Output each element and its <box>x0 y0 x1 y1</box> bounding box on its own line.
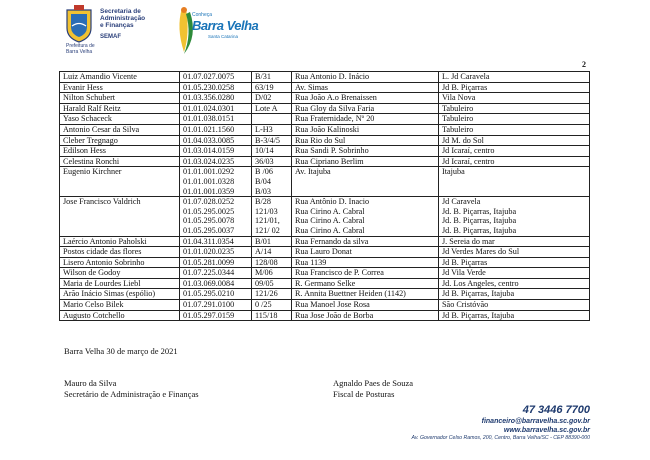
district-cell <box>439 156 590 167</box>
owner-name-cell <box>60 268 180 279</box>
cell-line: Rua João A.o Brenaissen <box>295 93 377 103</box>
cell-line: Jd Icaraí, centro <box>442 156 495 166</box>
street-cell <box>292 156 439 167</box>
cell-line: Celestina Ronchi <box>63 156 120 166</box>
district-cell <box>439 300 590 311</box>
cell-line: São Cristóvão <box>442 300 489 310</box>
cell-line: Rua Cipriano Berlim <box>295 156 364 166</box>
cell-line: Rua João Kalinoski <box>295 124 360 134</box>
registration-code-cell <box>180 247 252 258</box>
table-row <box>60 289 590 300</box>
cell-line: Vila Nova <box>442 93 476 103</box>
cell-line: 01.03.356.0280 <box>183 93 235 103</box>
lot-cell <box>252 82 292 93</box>
table-row <box>60 124 590 135</box>
cell-line: 01.01.001.0359 <box>183 186 235 196</box>
district-cell <box>439 103 590 114</box>
cell-line: Evanir Hess <box>63 82 103 92</box>
registration-code-cell <box>180 135 252 146</box>
district-cell <box>439 135 590 146</box>
lot-cell <box>252 310 292 321</box>
cell-line: Mario Celso Bilek <box>63 300 124 310</box>
registration-code-cell <box>180 167 252 197</box>
street-cell <box>292 72 439 83</box>
signature-fiscal: Agnaldo Paes de Souza Fiscal de Posturas <box>333 378 414 399</box>
owner-name-cell <box>60 278 180 289</box>
cell-line: B/01 <box>255 236 271 246</box>
cell-line: Jd. B. Piçarras, Itajuba <box>442 206 517 216</box>
cell-line <box>442 177 586 187</box>
table-row <box>60 156 590 167</box>
cell-line: L. Jd Caravela <box>442 72 490 81</box>
table-row <box>60 72 590 83</box>
street-cell <box>292 167 439 197</box>
table-row <box>60 135 590 146</box>
owner-name-cell <box>60 82 180 93</box>
cell-line: Wilson de Godoy <box>63 268 121 278</box>
district-cell <box>439 82 590 93</box>
street-cell <box>292 247 439 258</box>
conheca-barra-velha-logo: Conheça Barra Velha Santa Catarina <box>172 4 262 58</box>
district-cell <box>439 236 590 247</box>
lot-cell <box>252 197 292 236</box>
cell-line: Itajuba <box>442 167 465 177</box>
cell-line: Rua Fraternidade, Nº 20 <box>295 114 375 124</box>
cell-line: 01.05.295.0025 <box>183 206 235 216</box>
cell-line: B/04 <box>255 176 271 186</box>
cell-line: Edilson Hess <box>63 146 106 156</box>
cell-line: Harald Ralf Reitz <box>63 103 121 113</box>
lot-cell <box>252 72 292 83</box>
cell-line: 01.01.021.1560 <box>183 124 235 134</box>
owner-name-cell <box>60 197 180 236</box>
registration-code-cell <box>180 268 252 279</box>
cell-line: 01.01.038.0151 <box>183 114 235 124</box>
cell-line: Rua Antonio D. Inácio <box>295 72 370 81</box>
cell-line: 01.01.001.0328 <box>183 176 235 186</box>
lot-cell <box>252 93 292 104</box>
street-cell <box>292 278 439 289</box>
cell-line: B/28 <box>255 197 271 207</box>
district-cell <box>439 310 590 321</box>
cell-line: 01.03.069.0084 <box>183 278 235 288</box>
page-number: 2 <box>582 60 586 69</box>
cell-line: Maria de Lourdes Liebl <box>63 278 141 288</box>
street-cell <box>292 114 439 125</box>
table-row <box>60 197 590 236</box>
cell-line: Jd M. do Sol <box>442 135 484 145</box>
registration-code-cell <box>180 103 252 114</box>
district-cell <box>439 72 590 83</box>
secretaria-logo-text: Secretaria de Administração e Finanças <box>100 8 146 29</box>
cell-line: 01.04.311.0354 <box>183 236 234 246</box>
cell-line: Rua Francisco de P. Correa <box>295 268 384 278</box>
registration-code-cell <box>180 300 252 311</box>
cell-line: 01.05.281.0099 <box>183 257 235 267</box>
cell-line: B /06 <box>255 167 273 177</box>
cell-line: Jd B. Piçarras, Itajuba <box>442 310 515 320</box>
cell-line: 36/03 <box>255 156 274 166</box>
cell-line: Rua Jose João de Borba <box>295 310 374 320</box>
cell-line: 01.05.230.0258 <box>183 82 235 92</box>
lot-cell <box>252 114 292 125</box>
cell-line: 09/05 <box>255 278 274 288</box>
owner-name-cell <box>60 156 180 167</box>
cell-line: Rua Cirino A. Cabral <box>295 216 365 226</box>
cell-line: 0 /25 <box>255 300 272 310</box>
lot-cell <box>252 167 292 197</box>
cell-line: 121/03 <box>255 206 278 216</box>
registration-code-cell <box>180 146 252 157</box>
street-cell <box>292 310 439 321</box>
cell-line: Lisero Antonio Sobrinho <box>63 257 145 267</box>
cell-line: 01.01.020.0235 <box>183 247 235 257</box>
cell-line: Cleber Tregnago <box>63 135 118 145</box>
cell-line: Jd B. Piçarras <box>442 257 488 267</box>
cell-line: 121/01, <box>255 216 280 226</box>
cell-line: Jd Verdes Mares do Sul <box>442 247 520 257</box>
cell-line: Eugenio Kirchner <box>63 167 122 177</box>
date-line: Barra Velha 30 de março de 2021 <box>64 346 178 356</box>
owner-name-cell <box>60 236 180 247</box>
lot-cell <box>252 289 292 300</box>
cell-line: Jd Vila Verde <box>442 268 486 278</box>
cell-line: Rua Lauro Donat <box>295 247 352 257</box>
registration-code-cell <box>180 82 252 93</box>
table-row <box>60 278 590 289</box>
table-row <box>60 167 590 197</box>
cell-line: Rua Antônio D. Inacio <box>295 197 370 207</box>
cell-line: D/02 <box>255 93 272 103</box>
registration-code-cell <box>180 72 252 83</box>
cell-line: Rua Cirino A. Cabral <box>295 225 365 235</box>
district-cell <box>439 197 590 236</box>
district-cell <box>439 114 590 125</box>
phone-number: 47 3446 7700 <box>522 404 590 416</box>
cell-line: Nilton Schubert <box>63 93 116 103</box>
cell-line: 01.03.024.0235 <box>183 156 235 166</box>
cell-line <box>295 177 435 187</box>
street-cell <box>292 146 439 157</box>
registration-code-cell <box>180 278 252 289</box>
table-row <box>60 247 590 258</box>
street-cell <box>292 257 439 268</box>
cell-line: M/06 <box>255 268 273 278</box>
cell-line: B/31 <box>255 72 271 81</box>
lot-cell <box>252 146 292 157</box>
owner-name-cell <box>60 310 180 321</box>
registration-code-cell <box>180 156 252 167</box>
cell-line: L-H3 <box>255 124 273 134</box>
lot-cell <box>252 247 292 258</box>
owner-name-cell <box>60 247 180 258</box>
owner-name-cell <box>60 103 180 114</box>
owner-name-cell <box>60 289 180 300</box>
cell-line: Rua Fernando da silva <box>295 236 369 246</box>
district-cell <box>439 146 590 157</box>
cell-line: Laércio Antonio Paholski <box>63 236 147 246</box>
district-cell <box>439 268 590 279</box>
cell-line: 01.05.297.0159 <box>183 310 235 320</box>
lot-cell <box>252 257 292 268</box>
cell-line: 63/19 <box>255 82 274 92</box>
registration-code-cell <box>180 310 252 321</box>
semaf-label: SEMAF <box>100 34 121 40</box>
registration-code-cell <box>180 289 252 300</box>
owner-name-cell <box>60 167 180 197</box>
registration-code-cell <box>180 236 252 247</box>
cell-line: Postos cidade das flores <box>63 247 142 257</box>
registration-code-cell <box>180 197 252 236</box>
cell-line: 01.05.295.0037 <box>183 225 235 235</box>
cell-line: 01.07.028.0252 <box>183 197 235 207</box>
table-row <box>60 236 590 247</box>
cell-line: Jd B. Piçarras <box>442 82 488 92</box>
owner-name-cell <box>60 93 180 104</box>
lot-cell <box>252 156 292 167</box>
cell-line: Rua 1139 <box>295 257 327 267</box>
lot-cell <box>252 300 292 311</box>
street-cell <box>292 268 439 279</box>
owner-name-cell <box>60 135 180 146</box>
cell-line: 01.07.291.0100 <box>183 300 235 310</box>
cell-line: Rua Gloy da Silva Faria <box>295 103 375 113</box>
district-cell <box>439 257 590 268</box>
cell-line <box>295 187 435 197</box>
cell-line: Jd Icaraí, centro <box>442 146 495 156</box>
cell-line: Luiz Amandio Vicente <box>63 72 137 81</box>
table-row <box>60 93 590 104</box>
table-row <box>60 310 590 321</box>
street-cell <box>292 124 439 135</box>
postal-address: Av. Governador Celso Ramos, 200, Centro, Barra Velha/SC - CEP 88390-000 <box>411 435 590 441</box>
street-cell <box>292 82 439 93</box>
cell-line: 121/26 <box>255 289 278 299</box>
cell-line: Av. Itajuba <box>295 167 331 177</box>
district-cell <box>439 278 590 289</box>
registration-code-cell <box>180 93 252 104</box>
cell-line: Tabuleiro <box>442 124 474 134</box>
district-cell <box>439 93 590 104</box>
cell-line: Jd B. Piçarras, Itajuba <box>442 289 515 299</box>
cell-line: 01.05.295.0078 <box>183 216 235 226</box>
footer-contact <box>412 404 590 442</box>
cell-line: B-3/4/5 <box>255 135 281 145</box>
cell-line: 01.01.001.0292 <box>183 167 235 177</box>
cell-line: J. Sereia do mar <box>442 236 495 246</box>
cell-line: Jd. Los Angeles, centro <box>442 278 519 288</box>
table-row <box>60 268 590 279</box>
street-cell <box>292 93 439 104</box>
owner-name-cell <box>60 124 180 135</box>
cell-line: R. Germano Selke <box>295 278 356 288</box>
cell-line: 01.05.295.0210 <box>183 289 235 299</box>
owner-name-cell <box>60 257 180 268</box>
municipal-crest-icon <box>64 4 94 44</box>
cell-line: 01.04.033.0085 <box>183 135 235 145</box>
cell-line: Yaso Schaceck <box>63 114 112 124</box>
owner-name-cell <box>60 114 180 125</box>
street-cell <box>292 236 439 247</box>
lot-cell <box>252 124 292 135</box>
cell-line: Tabuleiro <box>442 114 474 124</box>
cell-line: Tabuleiro <box>442 103 474 113</box>
district-cell <box>439 167 590 197</box>
registration-code-cell <box>180 124 252 135</box>
cell-line: 115/18 <box>255 310 278 320</box>
cell-line <box>442 187 586 197</box>
cell-line: A/14 <box>255 247 272 257</box>
lot-cell <box>252 236 292 247</box>
cell-line: Lote A <box>255 103 278 113</box>
cell-line: R. Annita Buettner Heiden (1142) <box>295 289 406 299</box>
cell-line: Jd. B. Piçarras, Itajuba <box>442 216 517 226</box>
table-row <box>60 257 590 268</box>
table-row <box>60 103 590 114</box>
cell-line: 01.03.014.0159 <box>183 146 235 156</box>
website-url: www.barravelha.sc.gov.br <box>503 427 590 434</box>
cell-line: 01.07.027.0075 <box>183 72 235 81</box>
cell-line: Rua Cirino A. Cabral <box>295 206 365 216</box>
cell-line: B/03 <box>255 186 271 196</box>
table-row <box>60 82 590 93</box>
cell-line: Jd Caravela <box>442 197 481 207</box>
owner-name-cell <box>60 300 180 311</box>
table-row <box>60 300 590 311</box>
cell-line: Arão Inácio Simas (espólio) <box>63 289 156 299</box>
signature-secretary: Mauro da Silva Secretário de Administração e Finanças <box>64 378 199 399</box>
cell-line: 01.01.024.0301 <box>183 103 235 113</box>
letterhead <box>64 4 304 58</box>
cell-line: Rua Sandi P. Sobrinho <box>295 146 369 156</box>
street-cell <box>292 135 439 146</box>
cell-line: 128/08 <box>255 257 278 267</box>
cell-line: Augusto Cotchello <box>63 310 125 320</box>
cell-line: Av. Simas <box>295 82 328 92</box>
district-cell <box>439 247 590 258</box>
street-cell <box>292 103 439 114</box>
cell-line: 01.07.225.0344 <box>183 268 235 278</box>
lot-cell <box>252 268 292 279</box>
email-address: financeiro@barravelha.sc.gov.br <box>481 418 590 425</box>
registration-code-cell <box>180 257 252 268</box>
cell-line: Jose Francisco Valdrich <box>63 197 141 207</box>
table-row <box>60 146 590 157</box>
cell-line: 10/14 <box>255 146 274 156</box>
prefeitura-label: Prefeitura de Barra Velha <box>66 43 95 55</box>
cell-line: Rua Manoel Jose Rosa <box>295 300 370 310</box>
cell-line: 121/ 02 <box>255 225 280 235</box>
cell-line: Rua Rio do Sul <box>295 135 346 145</box>
street-cell <box>292 197 439 236</box>
lot-cell <box>252 103 292 114</box>
district-cell <box>439 124 590 135</box>
lot-cell <box>252 278 292 289</box>
records-table <box>59 71 590 321</box>
street-cell <box>292 300 439 311</box>
cell-line <box>255 114 288 124</box>
owner-name-cell <box>60 146 180 157</box>
table-row <box>60 114 590 125</box>
owner-name-cell <box>60 72 180 83</box>
district-cell <box>439 289 590 300</box>
lot-cell <box>252 135 292 146</box>
street-cell <box>292 289 439 300</box>
registration-code-cell <box>180 114 252 125</box>
cell-line: Jd. B. Piçarras, Itajuba <box>442 225 517 235</box>
cell-line: Antonio Cesar da Silva <box>63 124 140 134</box>
